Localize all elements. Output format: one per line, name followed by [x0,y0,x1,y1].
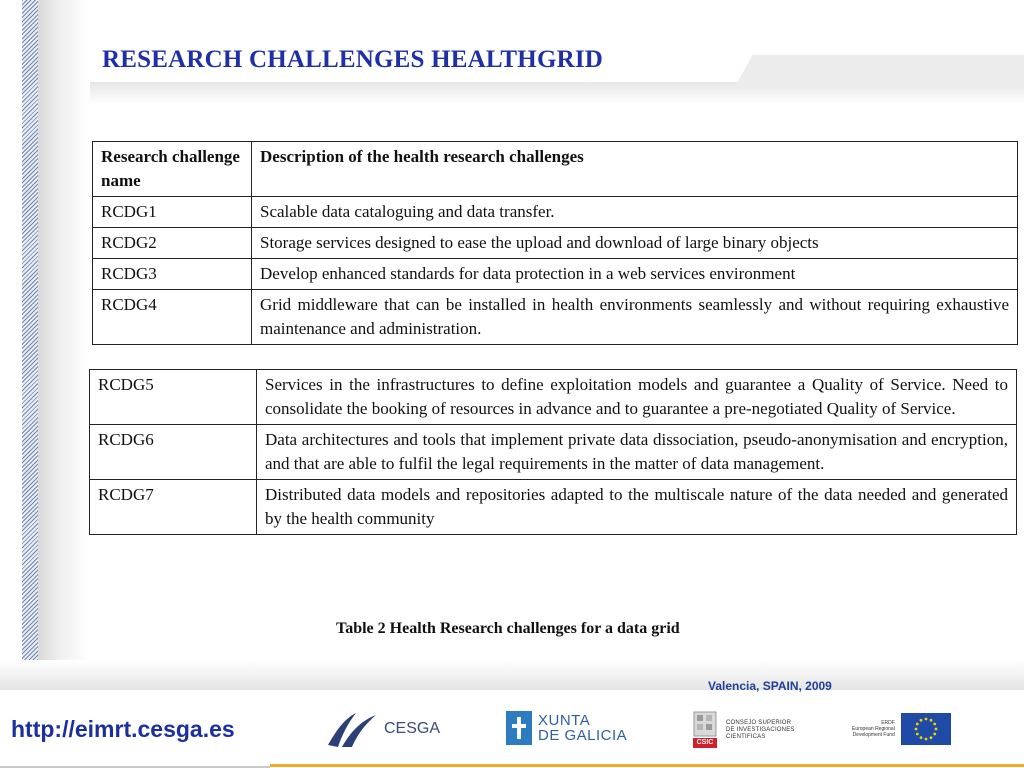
header-description: Description of the health research challenges [252,142,1018,197]
erdf-line-1: ERDF [881,720,895,726]
csic-line-1: CONSEJO SUPERIOR [726,719,792,726]
cesga-logo [326,709,440,749]
table-caption: Table 2 Health Research challenges for a data grid [336,620,680,637]
xunta-line-1: XUNTA [538,712,591,729]
challenge-description: Storage services designed to ease the upload and download of large binary objects [252,228,1018,259]
table-row [93,290,1018,345]
table-row [90,480,1017,535]
slide-title: RESEARCH CHALLENGES HEALTHGRID [102,46,604,73]
challenge-name: RCDG5 [90,370,257,425]
challenge-name: RCDG7 [90,480,257,535]
challenge-name: RCDG3 [93,259,252,290]
challenge-description: Data architectures and tools that implement private data dissociation, pseudo-anonymisation and encryption, and that are able to fulfil the legal requirements in the matter of data management. [257,425,1017,480]
csic-emblem-icon [692,711,718,749]
table-row [93,197,1018,228]
site-link[interactable]: http://eimrt.cesga.es [11,716,235,742]
csic-badge: CSIC [696,739,714,746]
csic-line-2: DE INVESTIGACIONES [726,726,795,733]
challenge-name: RCDG1 [93,197,252,228]
xunta-logo [506,711,627,745]
eu-flag-icon [901,713,951,745]
left-striped-band [22,0,38,680]
table-header-row [93,142,1018,197]
header-swoosh-right [735,55,1024,87]
header-challenge-name: Research challenge name [93,142,252,197]
table-row [93,259,1018,290]
challenge-description: Grid middleware that can be installed in health environments seamlessly and without requiring exhaustive maintenance and administration. [252,290,1018,345]
challenge-description: Scalable data cataloguing and data transfer. [252,197,1018,228]
challenge-description: Distributed data models and repositories adapted to the multiscale nature of the data needed and generated by the health community [257,480,1017,535]
erdf-line-2: European Regional [852,726,895,732]
xunta-cross-icon [506,711,532,745]
challenge-name: RCDG6 [90,425,257,480]
challenges-table-part-1 [92,141,1018,345]
table-row [93,228,1018,259]
cesga-swoosh-icon [326,709,378,749]
cesga-wordmark: CESGA [384,720,441,737]
footer-accent-bar [270,764,1024,767]
erdf-line-3: Development Fund [852,732,895,738]
csic-logo [692,711,795,749]
challenge-name: RCDG4 [93,290,252,345]
xunta-line-2: DE GALICIA [538,727,628,744]
challenge-name: RCDG2 [93,228,252,259]
challenge-description: Develop enhanced standards for data protection in a web services environment [252,259,1018,290]
venue-label: Valencia, SPAIN, 2009 [708,679,832,693]
table-row [90,370,1017,425]
csic-line-3: CIENTIFICAS [726,733,766,740]
challenge-description: Services in the infrastructures to define exploitation models and guarantee a Quality of Service. Need to consolidate the booking of resources in advance and to guarantee a pre-negotiated Quality of Service. [257,370,1017,425]
footer-swoosh [0,660,1024,690]
left-shade [38,0,90,690]
table-row [90,425,1017,480]
erdf-logo [852,713,951,745]
challenges-table-part-2 [89,369,1017,535]
